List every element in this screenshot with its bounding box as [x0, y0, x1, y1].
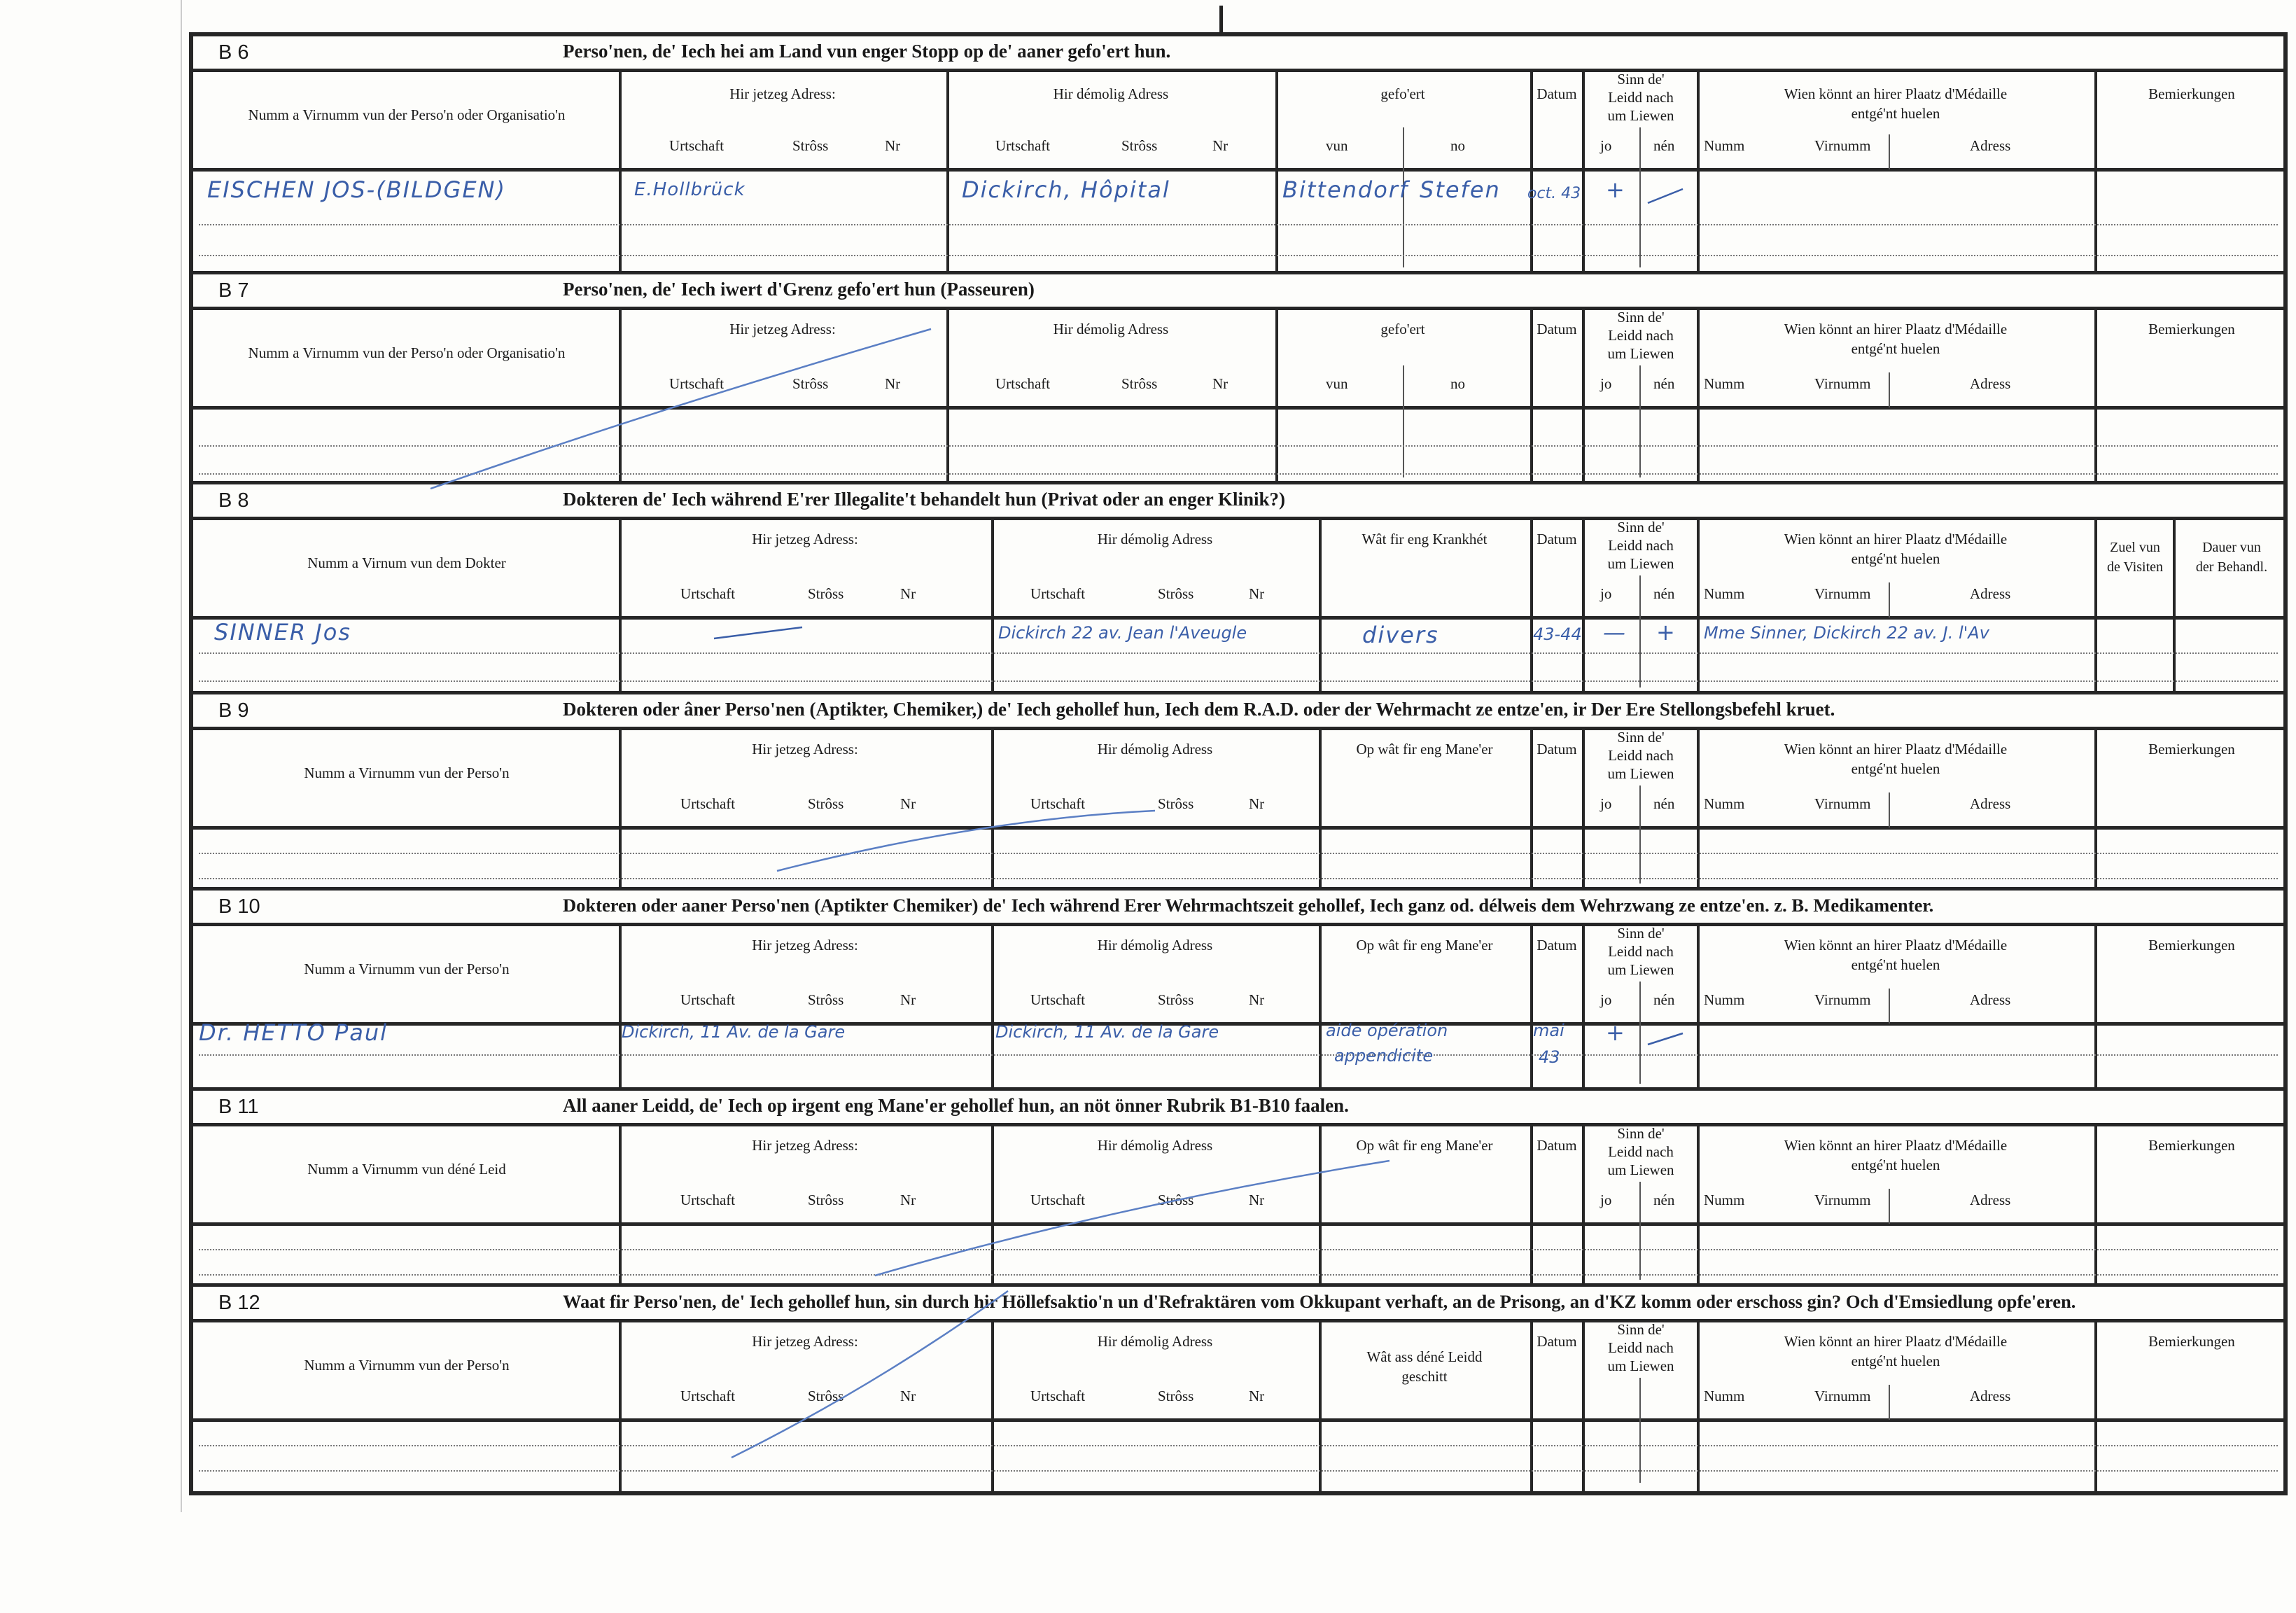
urtschaft-label: Urtschaft	[1030, 1192, 1086, 1208]
adress-label: Adress	[1970, 585, 2011, 602]
entry-medal-recipient: Mme Sinner, Dickirch 22 av. J. l'Av	[1704, 623, 1989, 643]
current-address-header: Hir jetzeg Adress:	[752, 1137, 858, 1154]
virnumm-label: Virnumm	[1814, 795, 1871, 812]
name-column-header: Numm a Virnumm vun der Perso'n oder Organisatio'n	[248, 344, 566, 361]
nr-label: Nr	[885, 375, 901, 392]
entry-jo: +	[1606, 176, 1626, 203]
jo-label: jo	[1600, 795, 1612, 812]
adress-label: Adress	[1970, 795, 2011, 812]
entry-name: Dr. HETTO Paul	[199, 1019, 388, 1046]
medal-header: Wien könnt an hirer Plaatz d'Médaille entgé'nt huelen	[1784, 85, 2008, 122]
numm-label: Numm	[1704, 795, 1745, 812]
nr-label: Nr	[1249, 585, 1265, 602]
adress-label: Adress	[1970, 1388, 2011, 1404]
strike-line-b9	[777, 811, 1155, 871]
datum-header: Datum	[1536, 1137, 1577, 1154]
stross-label: Strôss	[1158, 1388, 1194, 1404]
nr-label: Nr	[900, 1192, 916, 1208]
virnumm-label: Virnumm	[1814, 375, 1871, 392]
datum-header: Datum	[1536, 741, 1577, 757]
name-column-header: Numm a Virnumm vun der Perso'n	[304, 1357, 510, 1374]
manner-header: Op wât fir eng Mane'er	[1356, 937, 1493, 954]
urtschaft-label: Urtschaft	[995, 137, 1051, 154]
duration-header: Dauer vun der Behandl.	[2195, 540, 2268, 575]
remarks-header: Bemierkungen	[2148, 1333, 2235, 1350]
jo-label: jo	[1600, 1192, 1612, 1208]
jo-label: jo	[1600, 991, 1612, 1008]
stross-label: Strôss	[1158, 1192, 1194, 1208]
stross-label: Strôss	[808, 795, 844, 812]
datum-header: Datum	[1536, 321, 1577, 337]
adress-label: Adress	[1970, 1192, 2011, 1208]
section-title: Waat fir Perso'nen, de' Iech gehollef hun, sin durch hir Höllefsaktio'n un d'Refraktären vom Okkupant verhaft, an de Prisong, an d'KZ komm oder erschoss gin? Och d'Emsiedlung opfe'eren.	[563, 1291, 2076, 1312]
entry-jo: —	[1603, 619, 1627, 645]
name-column-header: Numm a Virnumm vun déné Leid	[307, 1161, 506, 1178]
nr-label: Nr	[900, 991, 916, 1008]
illness-header: Wât fir eng Krankhét	[1362, 531, 1488, 547]
nr-label: Nr	[1212, 375, 1228, 392]
jo-label: jo	[1600, 137, 1612, 154]
former-address-header: Hir démolig Adress	[1053, 85, 1169, 102]
jo-label: jo	[1600, 375, 1612, 392]
nen-label: nén	[1653, 137, 1675, 154]
numm-label: Numm	[1704, 137, 1745, 154]
stross-label: Strôss	[808, 1388, 844, 1404]
stross-label: Strôss	[792, 375, 829, 392]
remarks-header: Bemierkungen	[2148, 937, 2235, 954]
nr-label: Nr	[900, 585, 916, 602]
strike-line-b11	[875, 1161, 1390, 1276]
stross-label: Strôss	[1158, 795, 1194, 812]
no-label: no	[1450, 137, 1465, 154]
urtschaft-label: Urtschaft	[680, 585, 736, 602]
manner-header: Op wât fir eng Mane'er	[1356, 1137, 1493, 1154]
no-label: no	[1450, 375, 1465, 392]
nen-label: nén	[1653, 585, 1675, 602]
datum-header: Datum	[1536, 531, 1577, 547]
entry-current-address: E.Hollbrück	[634, 179, 746, 200]
entry-to: Stefen	[1420, 176, 1501, 203]
virnumm-label: Virnumm	[1814, 585, 1871, 602]
section-id: B 6	[218, 41, 249, 64]
gefoert-header: gefo'ert	[1380, 321, 1425, 337]
stross-label: Strôss	[1158, 991, 1194, 1008]
urtschaft-label: Urtschaft	[669, 137, 724, 154]
strike-line-b12	[732, 1291, 1008, 1458]
nr-label: Nr	[1212, 137, 1228, 154]
section-title: Dokteren oder âner Perso'nen (Aptikter, Chemiker,) de' Iech gehollef hun, Iech dem R.A.D. oder der Wehrmacht ze entze'en, ir Der Ere Stellongsbefehl kruet.	[563, 699, 1835, 720]
remarks-header: Bemierkungen	[2148, 85, 2235, 102]
urtschaft-label: Urtschaft	[680, 1192, 736, 1208]
stross-label: Strôss	[1121, 375, 1158, 392]
stross-label: Strôss	[792, 137, 829, 154]
urtschaft-label: Urtschaft	[680, 991, 736, 1008]
former-address-header: Hir démolig Adress	[1097, 937, 1213, 954]
nen-label: nén	[1653, 1192, 1675, 1208]
section-id: B 9	[218, 699, 249, 722]
nen-label: nén	[1653, 991, 1675, 1008]
adress-label: Adress	[1970, 991, 2011, 1008]
virnumm-label: Virnumm	[1814, 991, 1871, 1008]
stross-label: Strôss	[1121, 137, 1158, 154]
urtschaft-label: Urtschaft	[680, 1388, 736, 1404]
nen-label: nén	[1653, 375, 1675, 392]
remarks-header: Bemierkungen	[2148, 321, 2235, 337]
sinn-header: Sinn de' Leidd nach um Liewen	[1607, 71, 1674, 124]
current-address-header: Hir jetzeg Adress:	[729, 321, 836, 337]
entry-name: SINNER Jos	[214, 619, 351, 645]
name-column-header: Numm a Virnum vun dem Dokter	[307, 554, 506, 571]
datum-header: Datum	[1536, 85, 1577, 102]
visits-header: Zuel vun de Visiten	[2106, 540, 2164, 575]
nr-label: Nr	[1249, 1192, 1265, 1208]
former-address-header: Hir démolig Adress	[1053, 321, 1169, 337]
entry-jo: +	[1606, 1019, 1626, 1046]
sinn-header: Sinn de' Leidd nach um Liewen	[1607, 925, 1674, 978]
nr-label: Nr	[885, 137, 901, 154]
name-column-header: Numm a Virnumm vun der Perso'n	[304, 961, 510, 977]
entry-date-line2: 43	[1539, 1047, 1560, 1067]
current-address-header: Hir jetzeg Adress:	[729, 85, 836, 102]
nen-label: nén	[1653, 795, 1675, 812]
entry-former-address: Dickirch, 11 Av. de la Gare	[995, 1022, 1219, 1042]
section-id: B 12	[218, 1292, 260, 1314]
sinn-header: Sinn de' Leidd nach um Liewen	[1607, 1125, 1674, 1178]
urtschaft-label: Urtschaft	[669, 375, 724, 392]
manner-header: Op wât fir eng Mane'er	[1356, 741, 1493, 757]
virnumm-label: Virnumm	[1814, 1192, 1871, 1208]
virnumm-label: Virnumm	[1814, 137, 1871, 154]
medal-header: Wien könnt an hirer Plaatz d'Médaille entgé'nt huelen	[1784, 1137, 2008, 1173]
numm-label: Numm	[1704, 1192, 1745, 1208]
nr-label: Nr	[900, 1388, 916, 1404]
medal-header: Wien könnt an hirer Plaatz d'Médaille entgé'nt huelen	[1784, 531, 2008, 567]
current-address-header: Hir jetzeg Adress:	[752, 1333, 858, 1350]
numm-label: Numm	[1704, 585, 1745, 602]
urtschaft-label: Urtschaft	[1030, 991, 1086, 1008]
sinn-header: Sinn de' Leidd nach um Liewen	[1607, 519, 1674, 572]
entry-name: EISCHEN JOS-(BILDGEN)	[207, 176, 506, 203]
name-column-header: Numm a Virnumm vun der Perso'n oder Organisatio'n	[248, 106, 566, 123]
vun-label: vun	[1326, 137, 1348, 154]
section-title: Dokteren de' Iech während E'rer Illegalite't behandelt hun (Privat oder an enger Klinik?)	[563, 489, 1286, 510]
urtschaft-label: Urtschaft	[1030, 1388, 1086, 1404]
section-id: B 11	[218, 1096, 259, 1118]
entry-from: Bittendorf	[1282, 176, 1409, 203]
entry-illness: divers	[1362, 622, 1439, 648]
entry-date: oct. 43	[1527, 185, 1581, 202]
gefoert-header: gefo'ert	[1380, 85, 1425, 102]
sinn-header: Sinn de' Leidd nach um Liewen	[1607, 309, 1674, 362]
urtschaft-label: Urtschaft	[995, 375, 1051, 392]
entry-date: 43-44	[1533, 624, 1582, 644]
stross-label: Strôss	[808, 991, 844, 1008]
nr-label: Nr	[1249, 1388, 1265, 1404]
entry-former-address: Dickirch 22 av. Jean l'Aveugle	[998, 623, 1247, 643]
stross-label: Strôss	[1158, 585, 1194, 602]
medal-header: Wien könnt an hirer Plaatz d'Médaille entgé'nt huelen	[1784, 937, 2008, 973]
section-title: Perso'nen, de' Iech hei am Land vun enger Stopp op de' aaner gefo'ert hun.	[563, 41, 1171, 62]
jo-label: jo	[1600, 585, 1612, 602]
former-address-header: Hir démolig Adress	[1097, 1333, 1213, 1350]
medal-header: Wien könnt an hirer Plaatz d'Médaille entgé'nt huelen	[1784, 741, 2008, 777]
nr-label: Nr	[1249, 991, 1265, 1008]
section-title: Perso'nen, de' Iech iwert d'Grenz gefo'ert hun (Passeuren)	[563, 279, 1035, 300]
entry-former-address: Dickirch, Hôpital	[962, 176, 1170, 203]
what-happened-header: Wât ass déné Leidd geschitt	[1366, 1348, 1483, 1385]
section-id: B 10	[218, 895, 260, 918]
virnumm-label: Virnumm	[1814, 1388, 1871, 1404]
remarks-header: Bemierkungen	[2148, 1137, 2235, 1154]
vun-label: vun	[1326, 375, 1348, 392]
entry-nen: +	[1656, 619, 1676, 645]
urtschaft-label: Urtschaft	[680, 795, 736, 812]
numm-label: Numm	[1704, 991, 1745, 1008]
strike-line-b7	[430, 329, 931, 489]
numm-label: Numm	[1704, 375, 1745, 392]
entry-manner-line2: appendicite	[1334, 1046, 1434, 1066]
medal-header: Wien könnt an hirer Plaatz d'Médaille entgé'nt huelen	[1784, 1333, 2008, 1369]
adress-label: Adress	[1970, 137, 2011, 154]
adress-label: Adress	[1970, 375, 2011, 392]
current-address-header: Hir jetzeg Adress:	[752, 741, 858, 757]
section-id: B 8	[218, 489, 249, 512]
sinn-header: Sinn de' Leidd nach um Liewen	[1607, 729, 1674, 782]
urtschaft-label: Urtschaft	[1030, 585, 1086, 602]
section-id: B 7	[218, 279, 249, 302]
former-address-header: Hir démolig Adress	[1097, 1137, 1213, 1154]
current-address-header: Hir jetzeg Adress:	[752, 937, 858, 954]
remarks-header: Bemierkungen	[2148, 741, 2235, 757]
stross-label: Strôss	[808, 585, 844, 602]
entry-date-line1: mai	[1533, 1021, 1564, 1040]
datum-header: Datum	[1536, 1333, 1577, 1350]
datum-header: Datum	[1536, 937, 1577, 954]
entry-manner-line1: aide opération	[1326, 1021, 1448, 1040]
medal-header: Wien könnt an hirer Plaatz d'Médaille entgé'nt huelen	[1784, 321, 2008, 357]
entry-current-address: Dickirch, 11 Av. de la Gare	[622, 1022, 846, 1042]
name-column-header: Numm a Virnumm vun der Perso'n	[304, 764, 510, 781]
stross-label: Strôss	[808, 1192, 844, 1208]
sinn-header: Sinn de' Leidd nach um Liewen	[1607, 1321, 1674, 1374]
section-title: All aaner Leidd, de' Iech op irgent eng Mane'er gehollef hun, an nöt önner Rubrik B1-B10 faalen.	[563, 1095, 1349, 1116]
former-address-header: Hir démolig Adress	[1097, 741, 1213, 757]
current-address-header: Hir jetzeg Adress:	[752, 531, 858, 547]
urtschaft-label: Urtschaft	[1030, 795, 1086, 812]
numm-label: Numm	[1704, 1388, 1745, 1404]
former-address-header: Hir démolig Adress	[1097, 531, 1213, 547]
nr-label: Nr	[1249, 795, 1265, 812]
section-title: Dokteren oder aaner Perso'nen (Aptikter Chemiker) de' Iech während Erer Wehrmachtszeit gehollef, Iech ganz od. délweis dem Wehrzwang ze entze'en. z. B. Medikamenter.	[563, 895, 1934, 916]
nr-label: Nr	[900, 795, 916, 812]
